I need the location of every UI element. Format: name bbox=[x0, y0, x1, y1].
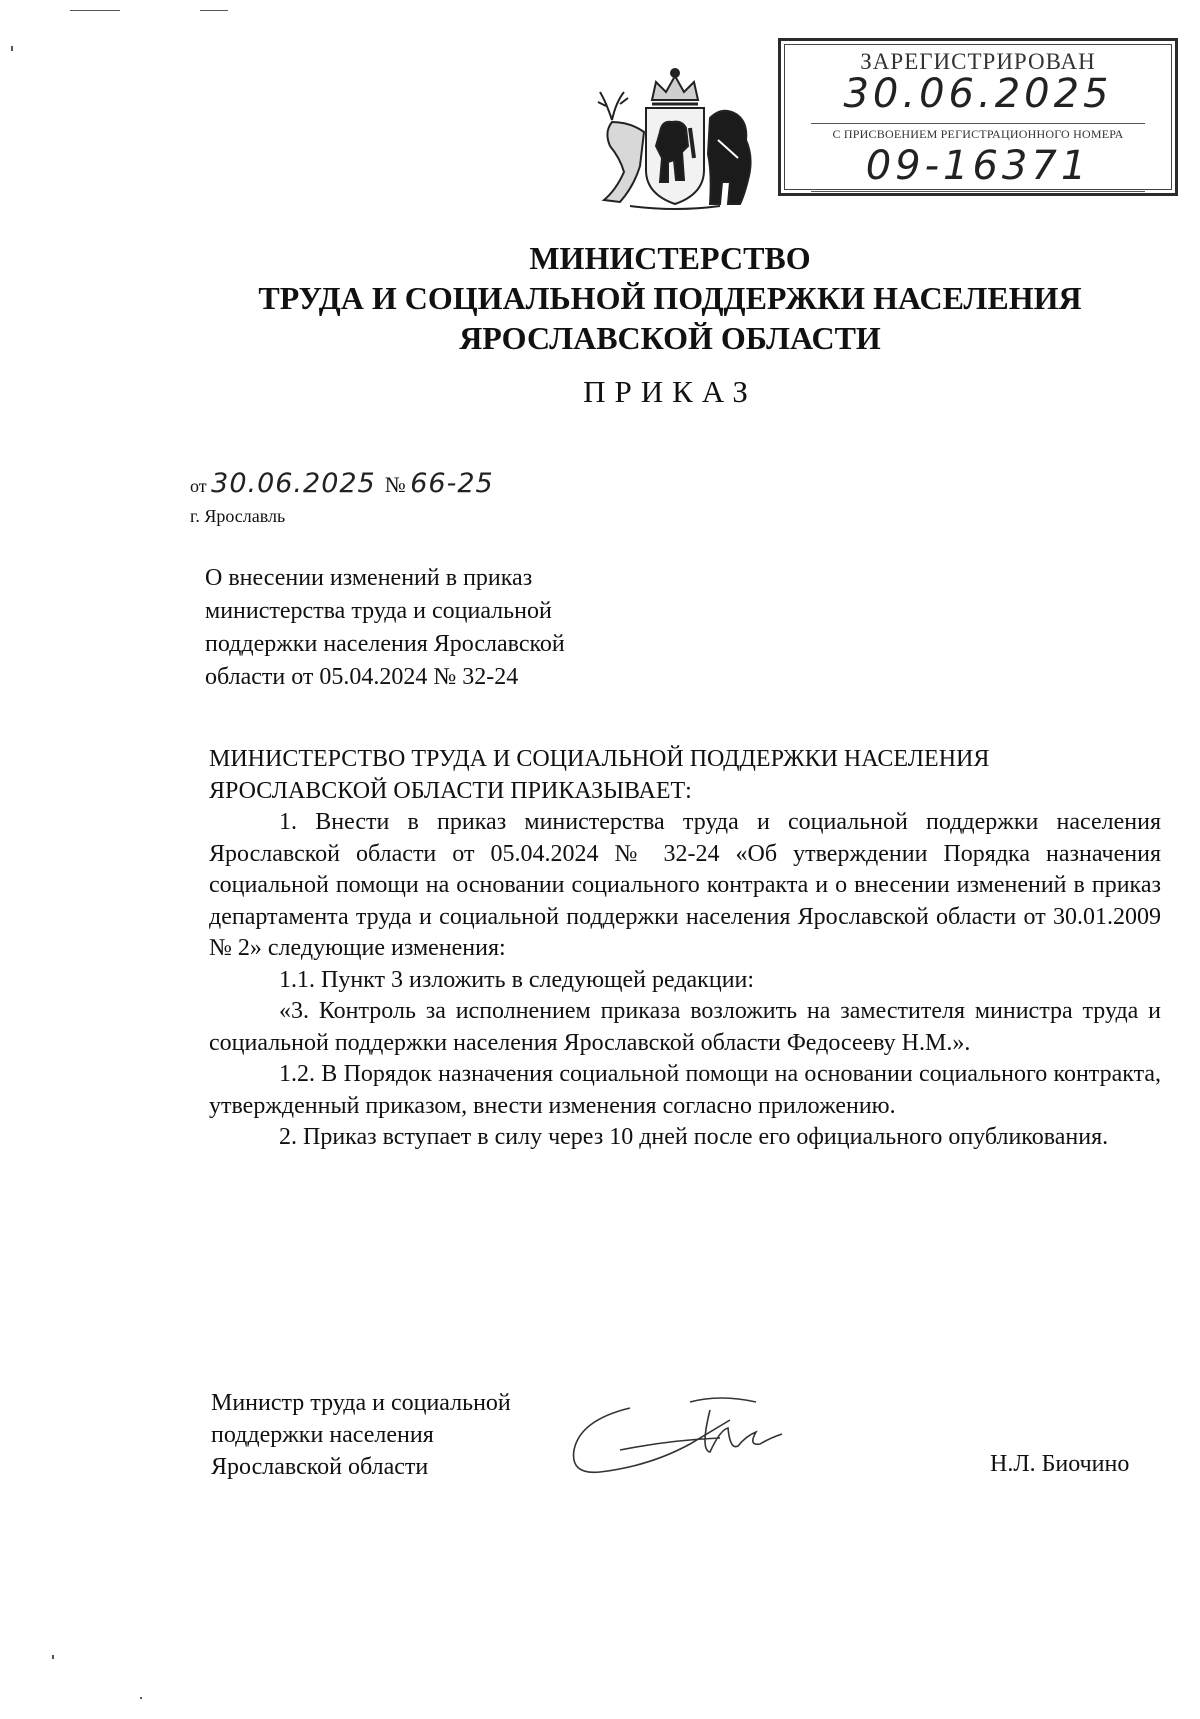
clause-1-1-quote: «3. Контроль за исполнением приказа возложить на заместителя министра труда и социальной поддержки населения Ярославской области Федосееву Н.М.». bbox=[209, 998, 1161, 1056]
scan-speck bbox=[70, 10, 120, 11]
stamp-divider bbox=[811, 123, 1145, 124]
clause-1: 1. Внести в приказ министерства труда и социальной поддержки населения Ярославской области от 05.04.2024 № 32-24 «Об утверждении Порядка назначения социальной помощи на основании социального контракта и о внесении изменений в приказ департамента труда и социальной поддержки населения Ярославской области от 30.01.2009 № 2» следующие изменения: bbox=[209, 809, 1161, 961]
scan-speck bbox=[140, 1697, 142, 1699]
handwritten-signature-icon bbox=[560, 1380, 800, 1490]
subject-line: области от 05.04.2024 № 32-24 bbox=[205, 664, 519, 690]
clause-1-2: 1.2. В Порядок назначения социальной помощи на основании социального контракта, утвержденный приказом, внести изменения согласно приложению. bbox=[209, 1061, 1161, 1119]
clause-1-1: 1.1. Пункт 3 изложить в следующей редакции: bbox=[279, 966, 755, 993]
number-label: № bbox=[384, 472, 406, 497]
ministry-line: ЯРОСЛАВСКОЙ ОБЛАСТИ bbox=[459, 320, 881, 356]
stamp-divider bbox=[811, 191, 1145, 192]
subject-line: поддержки населения Ярославской bbox=[205, 631, 565, 657]
registration-stamp bbox=[778, 38, 1178, 196]
stamp-title: ЗАРЕГИСТРИРОВАН bbox=[860, 49, 1096, 74]
stamp-subtitle: С ПРИСВОЕНИЕМ РЕГИСТРАЦИОННОГО НОМЕРА bbox=[832, 127, 1124, 141]
signatory-title bbox=[211, 1387, 511, 1483]
preamble: МИНИСТЕРСТВО ТРУДА И СОЦИАЛЬНОЙ ПОДДЕРЖКИ НАСЕЛЕНИЯ ЯРОСЛАВСКОЙ ОБЛАСТИ ПРИКАЗЫВАЕТ: bbox=[209, 746, 990, 804]
order-body bbox=[209, 744, 1161, 1154]
scan-speck bbox=[11, 46, 13, 51]
subject-line: министерства труда и социальной bbox=[205, 598, 552, 624]
signatory-title-line: Министр труда и социальной bbox=[211, 1390, 511, 1416]
signatory-name: Н.Л. Биочино bbox=[990, 1451, 1130, 1477]
ministry-line: МИНИСТЕРСТВО bbox=[529, 240, 811, 276]
stamp-date: 30.06.2025 bbox=[843, 71, 1113, 117]
stamp-number: 09-16371 bbox=[865, 143, 1091, 189]
city: г. Ярославль bbox=[190, 506, 286, 526]
signatory-title-line: поддержки населения bbox=[211, 1422, 434, 1448]
coat-of-arms-icon bbox=[590, 62, 760, 212]
order-date: 30.06.2025 bbox=[211, 468, 376, 499]
clause-2: 2. Приказ вступает в силу через 10 дней после его официального опубликования. bbox=[279, 1124, 1109, 1150]
scan-speck bbox=[52, 1655, 54, 1659]
order-number: 66-25 bbox=[410, 468, 494, 499]
subject-line: О внесении изменений в приказ bbox=[205, 565, 533, 591]
signatory-title-line: Ярославской области bbox=[211, 1454, 429, 1480]
from-label: от bbox=[190, 476, 207, 496]
order-date-line bbox=[190, 468, 494, 499]
ministry-heading bbox=[0, 238, 1200, 358]
scan-speck bbox=[200, 10, 228, 11]
ministry-line: ТРУДА И СОЦИАЛЬНОЙ ПОДДЕРЖКИ НАСЕЛЕНИЯ bbox=[258, 280, 1082, 316]
document-type: ПРИКАЗ bbox=[583, 374, 757, 409]
order-subject bbox=[205, 562, 765, 694]
